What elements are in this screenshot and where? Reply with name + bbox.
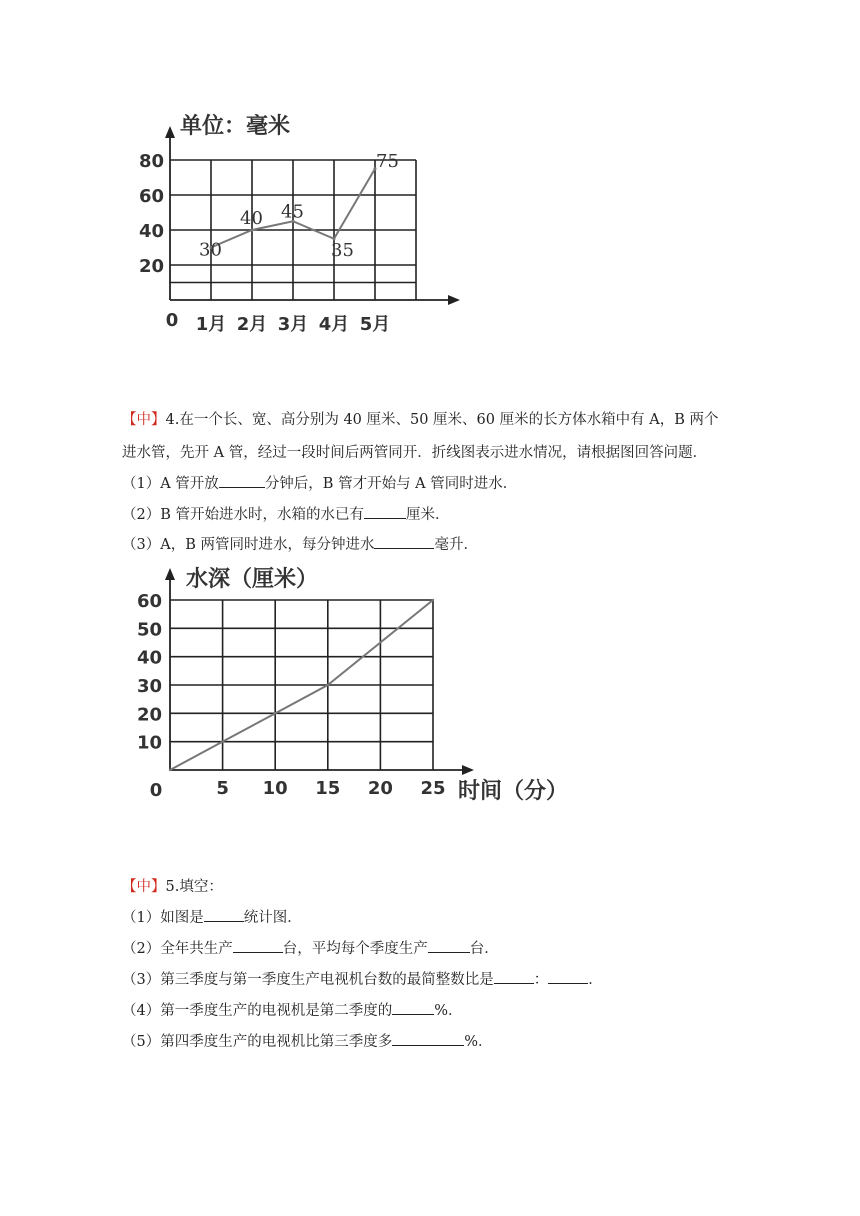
q5-sub4: （4）第一季度生产的电视机是第二季度的 %． (122, 999, 463, 1022)
data-label: 35 (331, 239, 354, 261)
x-axis-arrow (448, 295, 460, 305)
data-point (379, 641, 381, 643)
x-tick-label: 5月 (359, 314, 391, 335)
y-tick-label: 60 (138, 186, 164, 207)
chart1-series (199, 151, 399, 261)
x-tick-label: 20 (367, 778, 393, 799)
question-4 (122, 410, 762, 560)
answer-blank[interactable] (548, 968, 588, 984)
chart2-grid (170, 600, 433, 770)
q5-sub2: （2）全年共生产 台，平均每个季度生产 台． (122, 937, 499, 960)
data-point (327, 684, 329, 686)
data-label: 45 (281, 201, 304, 223)
q4-sub1: （1）A 管开放 分钟后，B 管才开始与 A 管同时进水． (122, 472, 517, 495)
difficulty-tag: 【中】 (122, 412, 166, 428)
data-label: 40 (240, 208, 263, 229)
y-axis-arrow (165, 568, 175, 580)
answer-blank[interactable] (364, 503, 406, 519)
answer-blank[interactable] (374, 533, 434, 549)
data-label: 30 (199, 239, 222, 261)
q4-line2: 进水管，先开 A 管，经过一段时间后两管同开．折线图表示进水情况，请根据图回答问题． (122, 445, 708, 461)
q5-sub5: （5）第四季度生产的电视机比第三季度多 %． (122, 1030, 493, 1053)
answer-blank[interactable] (219, 472, 265, 488)
y-tick-label: 80 (138, 151, 164, 172)
origin-label: 0 (165, 310, 179, 331)
data-point (432, 599, 434, 601)
q5-head: 【中】5.填空： (122, 879, 223, 895)
answer-blank[interactable] (204, 906, 244, 922)
y-tick-label: 50 (136, 619, 162, 641)
y-tick-label: 20 (138, 256, 164, 277)
x-tick-label: 4月 (318, 314, 350, 335)
q5-sub3: （3）第三季度与第一季度生产电视机台数的最简整数比是 ： ． (122, 968, 603, 991)
chart1-title: 单位：毫米 (180, 114, 291, 139)
x-tick-label: 15 (315, 778, 341, 799)
answer-blank[interactable] (392, 999, 434, 1015)
data-label: 75 (376, 150, 399, 172)
chart2-axes (165, 568, 474, 775)
answer-blank[interactable] (392, 1030, 464, 1046)
rainfall-line-chart (0, 0, 860, 360)
answer-blank[interactable] (494, 968, 534, 984)
water-depth-line-chart (0, 550, 860, 820)
origin-label: 0 (149, 780, 163, 801)
q4-sub3: （3）A，B 两管同时进水，每分钟进水 毫升． (122, 533, 478, 556)
data-point (274, 712, 276, 714)
data-point (221, 740, 223, 742)
x-tick-label: 5 (216, 778, 229, 799)
x-tick-label: 10 (262, 778, 288, 799)
difficulty-tag: 【中】 (122, 879, 166, 895)
x-axis-arrow (462, 765, 474, 775)
y-tick-label: 40 (138, 221, 164, 242)
x-tick-label: 25 (420, 778, 446, 799)
question-5 (122, 877, 762, 1050)
answer-blank[interactable] (233, 937, 283, 953)
q4-line1: 【中】4.在一个长、宽、高分别为 40 厘米、50 厘米、60 厘米的长方体水箱中有 A，B 两个 (122, 412, 719, 428)
chart1-grid (170, 160, 416, 300)
x-tick-label: 1月 (195, 314, 227, 335)
q5-sub1: （1）如图是 统计图． (122, 906, 302, 929)
y-tick-label: 10 (136, 732, 162, 754)
y-tick-label: 30 (136, 676, 162, 697)
x-tick-label: 3月 (277, 314, 309, 335)
y-tick-label: 60 (136, 591, 162, 612)
x-tick-label: 2月 (236, 314, 268, 335)
q4-sub2: （2）B 管开始进水时，水箱的水已有 厘米． (122, 503, 450, 526)
answer-blank[interactable] (428, 937, 470, 953)
y-tick-label: 40 (136, 647, 162, 669)
y-axis-arrow (165, 126, 175, 138)
chart2-xlabel: 时间（分） (458, 779, 569, 804)
chart2-title: 水深（厘米） (186, 567, 319, 592)
data-point (169, 769, 171, 771)
y-tick-label: 20 (136, 704, 162, 726)
